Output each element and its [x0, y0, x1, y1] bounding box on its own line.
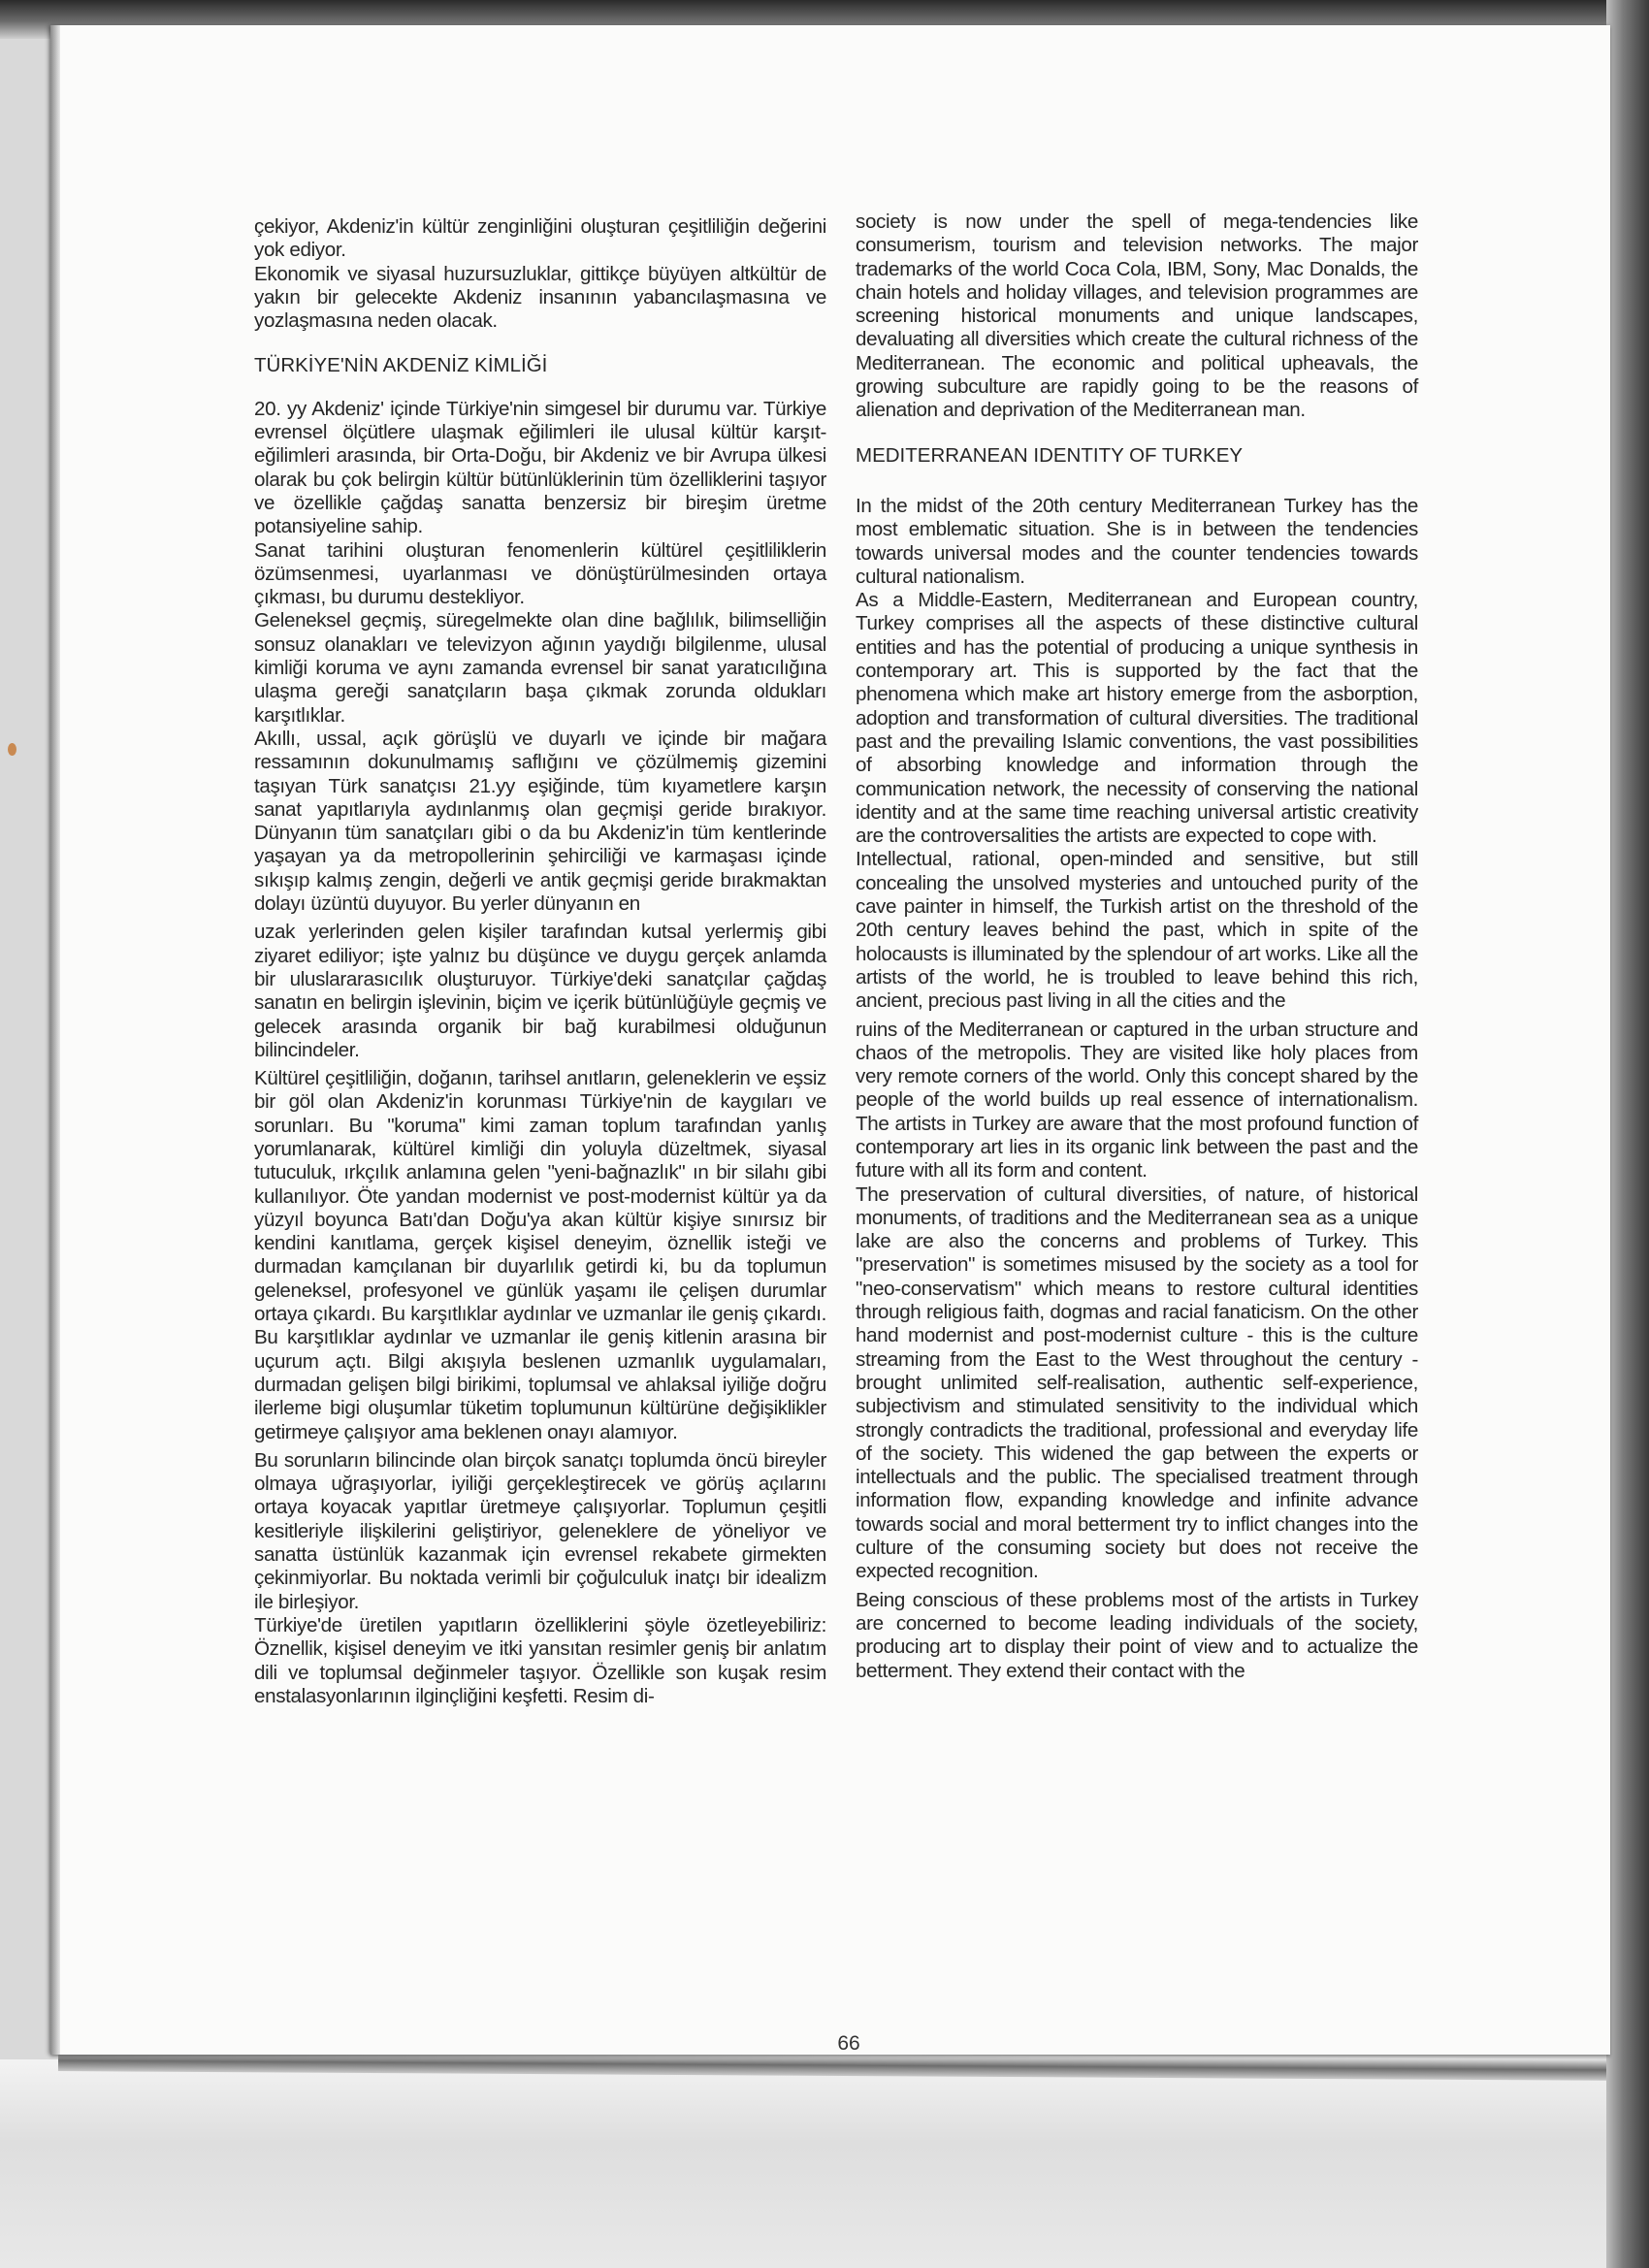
paragraph: The preservation of cultural diversities, of nature, of historical monuments, of traditions and the Mediterranean sea as a unique lake are also the concerns and problems of Turkey. This "preservation" is sometimes misused by the society as a tool for "neo-conservatism" which means to restore cultural identities through religious faith, dogmas and racial fanaticism. On the other hand modernist and post-modernist culture - this is the culture streaming from the East to the West throughout the century - brought unlimited self-realisation, authentic self-experience, subjectivism and stimulated sensitivity to the individual which strongly contradicts the traditional, professional and everyday life of the society. This widened the gap between the experts or intellectuals and the public. The specialised treatment through information flow, expanding knowledge and infinite advance towards social and moral betterment try to inflict changes into the culture of the consuming society but does not receive the expected recognition. [856, 1183, 1418, 1583]
page-edge [50, 25, 60, 2055]
turkish-column [254, 215, 826, 1708]
paragraph: society is now under the spell of mega-tendencies like consumerism, tourism and television networks. The major trademarks of the world Coca Cola, IBM, Sony, Mac Donalds, the chain hotels and holiday villages, and television programmes are screening historical monuments and unique landscapes, devaluating all diversities which create the cultural richness of the Mediterranean. The economic and political upheavals, the growing subculture are rapidly going to be the reasons of alienation and deprivation of the Mediterranean man. [856, 211, 1418, 422]
paragraph: Geleneksel geçmiş, süregelmekte olan dine bağlılık, bilimselliğin sonsuz olanakları ve televizyon ağının yaydığı bilgilenme, ulusal kimliği koruma ve aynı zamanda evrensel bir sanat yaratıcılığına ulaşma gereği sanatçıların başa çıkmak zorunda oldukları karşıtlıklar. [254, 609, 826, 727]
page-number: 66 [837, 2032, 860, 2055]
section-heading: MEDITERRANEAN IDENTITY OF TURKEY [856, 443, 1244, 467]
paragraph: çekiyor, Akdeniz'in kültür zenginliğini oluşturan çeşitliliğin değerini yok ediyor. [254, 215, 826, 262]
paragraph: Bu sorunların bilincinde olan birçok sanatçı toplumda öncü bireyler olmaya uğraşıyorlar, iyiliği gerçekleştirecek ve görüş açılarını ortaya koyacak yapıtlar üretmeye çalışıyorlar. Toplumun çeşitli kesitleriyle ilişkilerini geliştiriyor, geleneklere de yöneliyor ve sanatta üstünlük kazanmak için evrensel rekabete girmekten çekinmiyorlar. Bu noktada verimli bir çoğulculuk inatçı bir idealizm ile birleşiyor. [254, 1448, 826, 1613]
section-heading: TÜRKİYE'NİN AKDENİZ KİMLİĞİ [254, 354, 548, 377]
paragraph: ruins of the Mediterranean or captured in the urban structure and chaos of the metropolis. They are visited like holy places from very remote corners of the world. Only this concept shared by the people of the world builds up real essence of internationalism. The artists in Turkey are aware that the most profound function of contemporary art lies in its organic link between the past and the future with all its form and content. [856, 1018, 1418, 1183]
paragraph: Being conscious of these problems most of the artists in Turkey are concerned to become leading individuals of the society, producing art to display their point of view and to actualize the betterment. They extend their contact with the [856, 1588, 1418, 1682]
paragraph: Sanat tarihini oluşturan fenomenlerin kültürel çeşitliliklerin özümsenmesi, uyarlanması ve dönüştürülmesinden ortaya çıkması, bu durumu destekliyor. [254, 538, 826, 609]
paragraph: 20. yy Akdeniz' içinde Türkiye'nin simgesel bir durumu var. Türkiye evrensel ölçütlere ulaşmak eğilimleri ile ulusal kültür karşıt-eğilimleri arasında, bir Orta-Doğu, bir Akdeniz ve bir Avrupa ülkesi olarak bu çok belirgin kültür bütünlüklerinin tüm özelliklerini taşıyor ve özellikle çağdaş sanatta benzersiz bir bireşim üretme potansiyeline sahip. [254, 397, 826, 538]
english-column [856, 211, 1418, 1683]
paragraph: Kültürel çeşitliliğin, doğanın, tarihsel anıtların, geleneklerin ve eşsiz bir göl olan Akdeniz'in korunması Türkiye'nin de kaygıları ve sorunları. Bu "koruma" kimi zaman toplum tarafından yanlış yorumlanarak, kültürel kimliği din yoluyla düzeltmek, siyasal tutuculuk, ırkçılık anlamına gelen "yeni-bağnazlık" ın bir silahı gibi kullanılıyor. Öte yandan modernist ve post-modernist kültür ya da yüzyıl boyunca Batı'dan Doğu'ya akan kültür kişiye sınırsız bir kendini kanıtlama, gerçek kişisel deneyim, öznellik isteği ve durmadan kamçılanan bir duyarlılık getirdi ki, bu da toplumun geleneksel, profesyonel ve günlük yaşamı ile çelişen durumlar ortaya çıkardı. Bu karşıtlıklar aydınlar ve uzmanlar ile geniş çıkardı. Bu karşıtlıklar aydınlar ve uzmanlar ile geniş kitlenin arasına bir uçurum açtı. Bilgi akışıyla beslenen uzmanlık uygulamaları, durmadan gelişen bilgi birikimi, toplumsal ve ahlaksal iyiliğe doğru ilerleme bigi oluşumlar tüketim toplumunun kültürüne değişiklikler getirmeye çalışıyor ama beklenen onayı alamıyor. [254, 1067, 826, 1443]
margin-stain [8, 743, 16, 756]
paragraph: Intellectual, rational, open-minded and sensitive, but still concealing the unsolved mysteries and untouched purity of the cave painter in himself, the Turkish artist on the threshold of the 20th century leaves behind the past, which in spite of the holocausts is illuminated by the splendour of art works. Like all the artists of the world, he is troubled to leave behind this rich, ancient, precious past living in all the cities and the [856, 848, 1418, 1013]
paragraph: Ekonomik ve siyasal huzursuzluklar, gittikçe büyüyen altkültür de yakın bir gelecekte Akdeniz insanının yabancılaşmasına ve yozlaşmasına neden olacak. [254, 262, 826, 333]
paragraph: In the midst of the 20th century Mediterranean Turkey has the most emblematic situation. She is in between the tendencies towards universal modes and the counter tendencies towards cultural nationalism. [856, 494, 1418, 588]
paragraph: Türkiye'de üretilen yapıtların özelliklerini şöyle özetleyebiliriz: Öznellik, kişisel deneyim ve itki yansıtan resimler geniş bir anlatım dili ve toplumsal değinmeler taşıyor. Özellikle son kuşak resim enstalasyonlarının ilginçliğini keşfetti. Resim di- [254, 1613, 826, 1707]
paragraph: As a Middle-Eastern, Mediterranean and European country, Turkey comprises all the aspects of these distinctive cultural entities and has the potential of producing a unique synthesis in contemporary art. This is supported by the fact that the phenomena which make art history emerge from the asborption, adoption and transformation of cultural diversities. The traditional past and the prevailing Islamic conventions, the vast possibilities of absorbing knowledge and information through the communication network, the necessity of conserving the national identity and at the same time reaching universal artistic creativity are the controversalities the artists are expected to cope with. [856, 589, 1418, 848]
paragraph: uzak yerlerinden gelen kişiler tarafından kutsal yerlermiş gibi ziyaret ediliyor; işte yalnız bu düşünce ve duygu gerçek anlamda bir uluslararasıcılık oluşturuyor. Türkiye'deki sanatçılar çağdaş sanatın en belirgin işlevinin, biçim ve içerik bütünlüğüyle geçmiş ve gelecek arasında organik bir bağ kurabilmesi olduğunun bilincindeler. [254, 921, 826, 1061]
paragraph: Akıllı, ussal, açık görüşlü ve duyarlı ve içinde bir mağara ressamının dokunulmamış saflığını ve çözülmemiş gizemini taşıyan Türk sanatçısı 21.yy eşiğinde, tüm kıyametlere karşın sanat yapıtlarıyla aydınlanmış olan geçmişi geride bırakıyor. Dünyanın tüm sanatçıları gibi o da bu Akdeniz'in tüm kentlerinde yaşayan ya da metropollerinin şehirciliği ve karmaşası içinde sıkışıp kalmış zengin, değerli ve antik geçmişi geride bırakmaktan dolayı üzüntü duyuyor. Bu yerler dünyanın en [254, 727, 826, 916]
scan-bottom-background [0, 2059, 1649, 2268]
scan-right-shadow [1606, 0, 1649, 2268]
